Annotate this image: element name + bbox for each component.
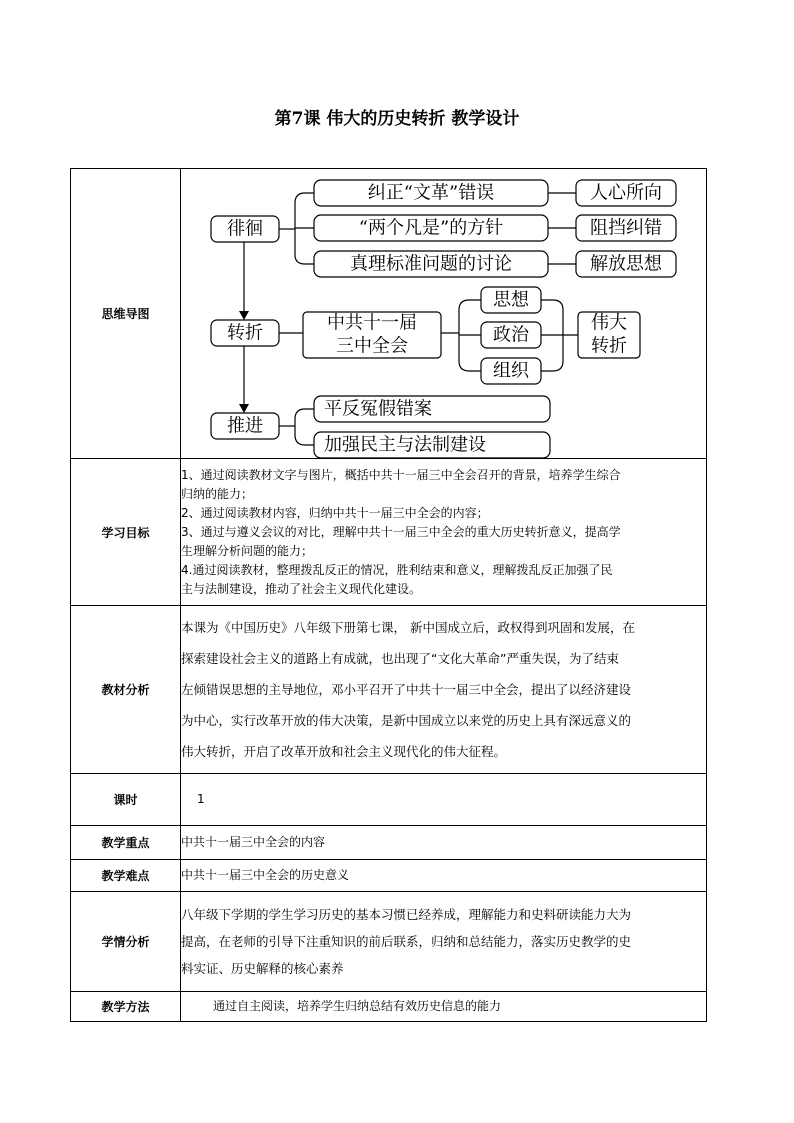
- node-tuijin: 推进: [227, 415, 263, 436]
- row-hours: [71, 774, 707, 826]
- label-mindmap: 思维导图: [71, 169, 181, 459]
- label-analysis: 教材分析: [71, 606, 181, 774]
- row-analysis: [71, 606, 707, 774]
- students-content: [181, 892, 707, 992]
- node-block-correction: 阻挡纠错: [590, 217, 662, 238]
- node-great-line1: 伟大: [591, 312, 627, 333]
- row-students: [71, 892, 707, 992]
- label-goals: 学习目标: [71, 459, 181, 606]
- label-difficulty: 教学难点: [71, 860, 181, 892]
- goals-line: 3、通过与遵义会议的对比，理解中共十一届三中全会的重大历史转折意义，提高学: [181, 524, 621, 539]
- node-politics: 政治: [493, 324, 529, 345]
- goals-line: 归纳的能力；: [181, 486, 254, 501]
- arrow-icon: [239, 404, 249, 413]
- row-keypoint: [71, 826, 707, 860]
- goals-line: 4.通过阅读教材，整理拨乱反正的情况，胜利结束和意义，理解拨乱反正加强了民: [181, 562, 613, 577]
- node-truth-criterion: 真理标准问题的讨论: [350, 253, 512, 274]
- node-zhuanzhe: 转折: [227, 322, 263, 343]
- hours-value: 1: [181, 774, 707, 826]
- students-line: 提高，在老师的引导下注重知识的前后联系，归纳和总结能力，落实历史教学的史: [181, 934, 632, 949]
- analysis-line: 伟大转折，开启了改革开放和社会主义现代化的伟大征程。: [181, 744, 507, 759]
- node-ideology: 思想: [493, 289, 529, 310]
- label-method: 教学方法: [71, 992, 181, 1022]
- node-plenary-line2: 三中全会: [336, 335, 408, 356]
- analysis-line: 左倾错误思想的主导地位，邓小平召开了中共十一届三中全会，提出了以经济建设: [181, 682, 632, 697]
- difficulty-value: 中共十一届三中全会的历史意义: [181, 860, 707, 892]
- keypoint-value: 中共十一届三中全会的内容: [181, 826, 707, 860]
- students-line: 料实证、历史解释的核心素养: [181, 961, 344, 976]
- row-goals: [71, 459, 707, 606]
- label-hours: 课时: [71, 774, 181, 826]
- goals-line: 主与法制建设，推动了社会主义现代化建设。: [181, 581, 422, 596]
- node-popular-will: 人心所向: [590, 182, 662, 203]
- lesson-plan-table: [70, 168, 707, 1022]
- goals-content: [181, 459, 707, 606]
- analysis-line: 为中心，实行改革开放的伟大决策，是新中国成立以来党的历史上具有深远意义的: [181, 713, 632, 728]
- goals-line: 2、通过阅读教材内容，归纳中共十一届三中全会的内容；: [181, 505, 489, 520]
- node-paihuai: 徘徊: [227, 218, 263, 239]
- node-redress-cases: 平反冤假错案: [324, 398, 432, 419]
- node-emancipate-mind: 解放思想: [590, 253, 662, 274]
- row-method: [71, 992, 707, 1022]
- students-line: 八年级下学期的学生学习历史的基本习惯已经养成，理解能力和史料研读能力大为: [181, 907, 632, 922]
- method-value: 通过自主阅读，培养学生归纳总结有效历史信息的能力: [181, 992, 707, 1022]
- node-organization: 组织: [493, 360, 529, 381]
- arrow-icon: [239, 311, 249, 320]
- node-correct-errors: 纠正“文革”错误: [367, 182, 495, 203]
- label-keypoint: 教学重点: [71, 826, 181, 860]
- analysis-line: 探索建设社会主义的道路上有成就，也出现了“文化大革命”严重失误，为了结束: [181, 651, 619, 666]
- node-two-whatevers: “两个凡是”的方针: [358, 217, 504, 238]
- node-great-line2: 转折: [591, 335, 627, 356]
- label-students: 学情分析: [71, 892, 181, 992]
- row-mindmap: [71, 169, 707, 459]
- mind-map: [181, 170, 705, 458]
- row-difficulty: [71, 860, 707, 892]
- analysis-line: 本课为《中国历史》八年级下册第七课， 新中国成立后，政权得到巩固和发展，在: [181, 620, 635, 635]
- node-democracy-law: 加强民主与法制建设: [324, 434, 486, 455]
- goals-line: 1、通过阅读教材文字与图片，概括中共十一届三中全会召开的背景，培养学生综合: [181, 467, 621, 482]
- analysis-content: [181, 606, 707, 774]
- node-plenary-line1: 中共十一届: [327, 312, 417, 333]
- mindmap-cell: [181, 169, 707, 459]
- mind-map-diagram: [181, 170, 705, 458]
- goals-line: 生理解分析问题的能力；: [181, 543, 314, 558]
- page-title: 第7课 伟大的历史转折 教学设计: [274, 109, 520, 129]
